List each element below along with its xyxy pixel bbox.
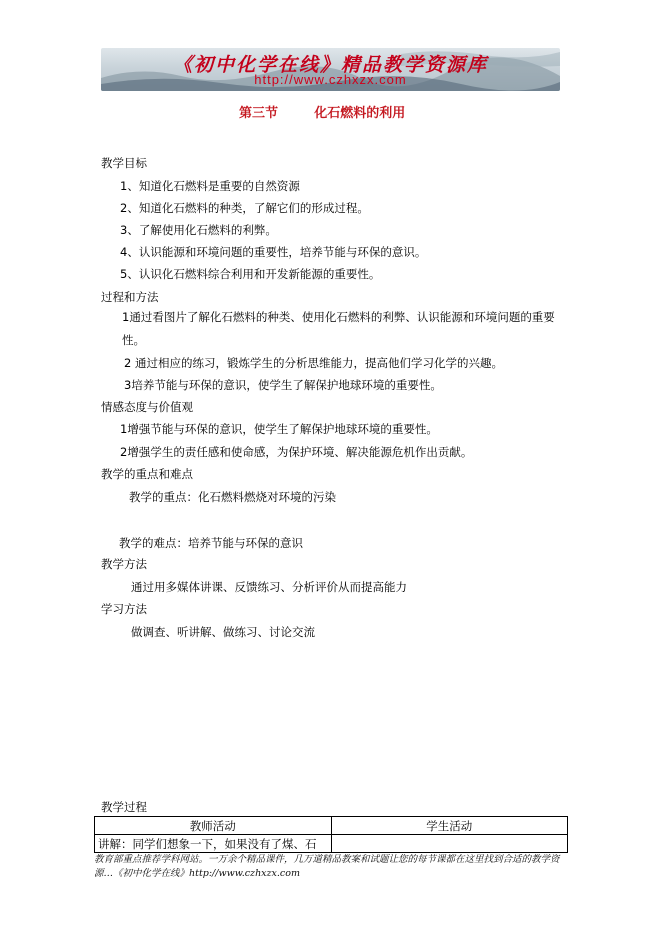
table-row <box>95 835 568 853</box>
table-cell: 讲解：同学们想象一下，如果没有了煤、石 <box>95 835 332 853</box>
banner-title: 《初中化学在线》精品教学资源库 <box>172 54 488 76</box>
column-header: 学生活动 <box>331 817 568 835</box>
header-banner <box>101 48 560 91</box>
footer-url[interactable]: http://www.czhxzx.com <box>189 868 300 879</box>
procedure-table <box>94 816 568 853</box>
difficult-point: 教学的难点：培养节能与环保的意识 <box>119 536 303 550</box>
goal-item: 1、知道化石燃料是重要的自然资源 <box>120 179 300 193</box>
key-point: 教学的重点：化石燃料燃烧对环境的污染 <box>129 490 336 504</box>
goal-item: 4、认识能源和环境问题的重要性，培养节能与环保的意识。 <box>120 245 427 259</box>
table-cell <box>331 835 568 853</box>
section-heading-method: 教学方法 <box>101 557 147 571</box>
section-heading-keypoints: 教学的重点和难点 <box>101 467 193 481</box>
footer-text: 教育部重点推荐学科网站。一万余个精品课件，几万道精品教案和试题让您的每节课都在这里找到合适的教学资源…《初中化学在线》 <box>94 854 560 879</box>
section-heading-study: 学习方法 <box>101 602 147 616</box>
goal-item: 2、知道化石燃料的种类，了解它们的形成过程。 <box>120 201 369 215</box>
page-title: 第三节 化石燃料的利用 <box>239 106 406 121</box>
process-item: 2 通过相应的练习，锻炼学生的分析思维能力，提高他们学习化学的兴趣。 <box>124 356 503 370</box>
banner-url[interactable]: http://www.czhxzx.com <box>254 72 407 87</box>
process-item: 3培养节能与环保的意识，使学生了解保护地球环境的重要性。 <box>124 378 442 392</box>
section-heading-procedure: 教学过程 <box>101 800 147 814</box>
section-heading-goals: 教学目标 <box>101 156 147 170</box>
teaching-method: 通过用多媒体讲课、反馈练习、分析评价从而提高能力 <box>131 580 407 594</box>
section-heading-process: 过程和方法 <box>101 290 159 304</box>
attitude-item: 2增强学生的责任感和使命感，为保护环境、解决能源危机作出贡献。 <box>120 445 473 459</box>
goal-item: 3、了解使用化石燃料的利弊。 <box>120 223 277 237</box>
footer-note <box>94 853 568 881</box>
study-method: 做调查、听讲解、做练习、讨论交流 <box>131 625 315 639</box>
process-item: 1通过看图片了解化石燃料的种类、使用化石燃料的利弊、认识能源和环境问题的重要性。 <box>122 310 555 347</box>
goal-item: 5、认识化石燃料综合利用和开发新能源的重要性。 <box>120 267 381 281</box>
column-header: 教师活动 <box>95 817 332 835</box>
attitude-item: 1增强节能与环保的意识，使学生了解保护地球环境的重要性。 <box>120 422 438 436</box>
section-heading-attitude: 情感态度与价值观 <box>101 400 193 414</box>
table-header-row <box>95 817 568 835</box>
